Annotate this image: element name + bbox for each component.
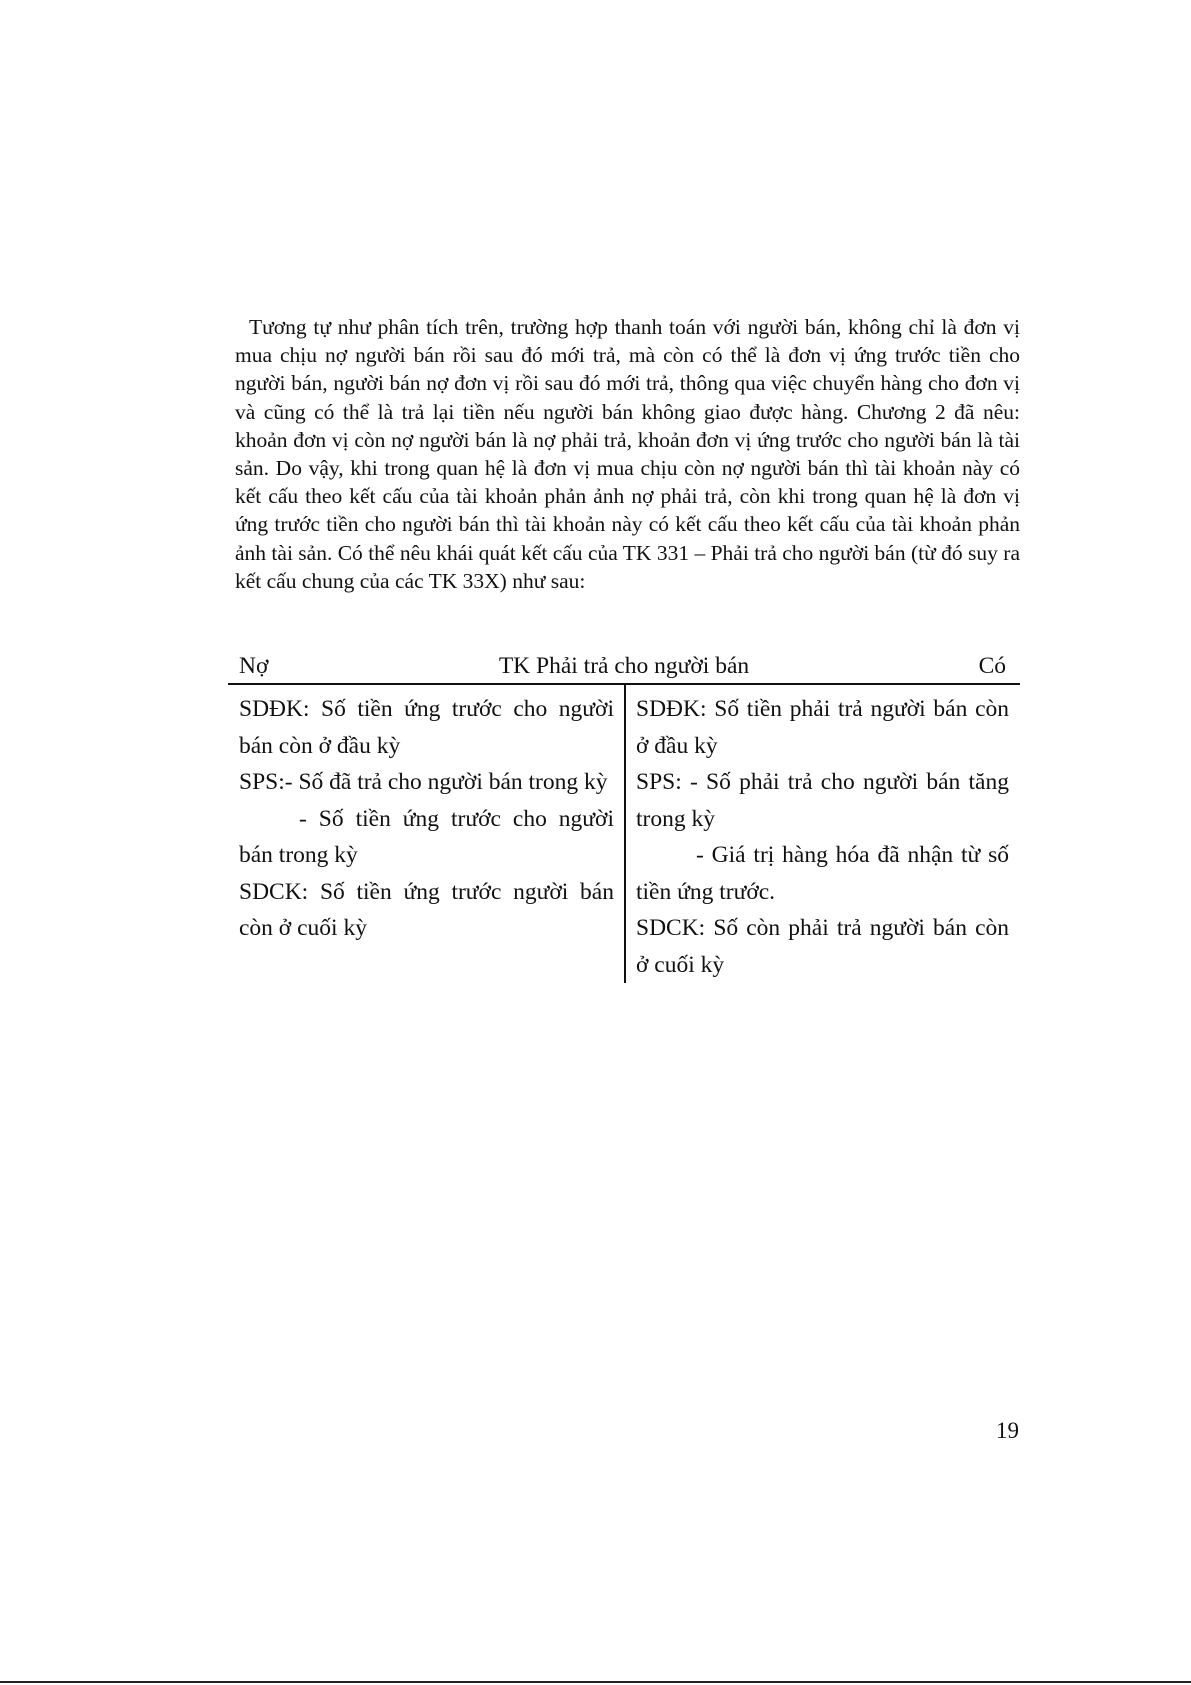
debit-movement-paid: SPS:- Số đã trả cho người bán trong kỳ xyxy=(239,769,608,795)
credit-side xyxy=(626,685,1020,983)
debit-side xyxy=(228,685,626,983)
debit-movement-advance: - Số tiền ứng trước cho người bán trong kỳ xyxy=(239,805,614,868)
page-number: 19 xyxy=(996,1418,1019,1443)
credit-movement-payable: SPS: - Số phải trả cho người bán tăng trong kỳ xyxy=(636,769,1009,832)
t-account xyxy=(228,650,1020,983)
footer-rule xyxy=(0,1681,1191,1683)
debit-opening-balance: SDĐK: Số tiền ứng trước cho người bán còn ở đầu kỳ xyxy=(239,696,614,759)
credit-label: Có xyxy=(978,653,1006,679)
t-account-header xyxy=(228,650,1020,685)
debit-closing-balance: SDCK: Số tiền ứng trước người bán còn ở cuối kỳ xyxy=(239,878,614,941)
credit-closing-balance: SDCK: Số còn phải trả người bán còn ở cuối kỳ xyxy=(636,915,1009,978)
debit-label: Nợ xyxy=(239,653,269,679)
body-paragraph: Tương tự như phân tích trên, trường hợp thanh toán với người bán, không chỉ là đơn vị mua chịu nợ người bán rồi sau đó mới trả, mà còn có thể là đơn vị ứng trước tiền cho người bán, người bán nợ đơn vị rồi sau đó mới trả, thông qua việc chuyển hàng cho đơn vị và cũng có thể là trả lại tiền nếu người bán không giao được hàng. Chương 2 đã nêu: khoản đơn vị còn nợ người bán là nợ phải trả, khoản đơn vị ứng trước cho người bán là tài sản. Do vậy, khi trong quan hệ là đơn vị mua chịu còn nợ người bán thì tài khoản này có kết cấu theo kết cấu của tài khoản phản ảnh nợ phải trả, còn khi trong quan hệ là đơn vị ứng trước tiền cho người bán thì tài khoản này có kết cấu theo kết cấu của tài khoản phản ảnh tài sản. Có thể nêu khái quát kết cấu của TK 331 – Phải trả cho người bán (từ đó suy ra kết cấu chung của các TK 33X) như sau: xyxy=(235,315,1020,593)
credit-movement-goods-received: - Giá trị hàng hóa đã nhận từ số tiền ứng trước. xyxy=(636,842,1009,905)
t-account-body xyxy=(228,685,1020,983)
credit-opening-balance: SDĐK: Số tiền phải trả người bán còn ở đầu kỳ xyxy=(636,696,1009,759)
t-account-title: TK Phải trả cho người bán xyxy=(498,653,750,679)
